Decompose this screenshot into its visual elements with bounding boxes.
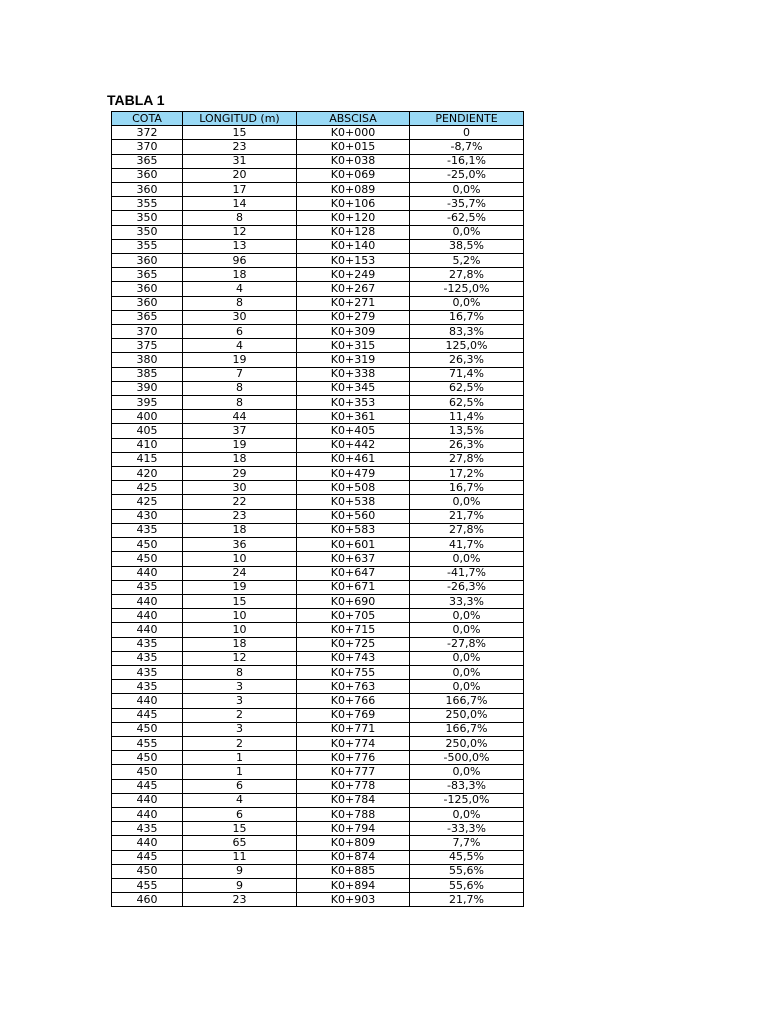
abscisa-cell: K0+715	[297, 623, 410, 637]
pendiente-cell: -35,7%	[410, 197, 524, 211]
pendiente-cell: 0,0%	[410, 665, 524, 679]
longitud-cell: 18	[183, 637, 297, 651]
cota-cell: 355	[112, 239, 183, 253]
pendiente-cell: 62,5%	[410, 381, 524, 395]
longitud-cell: 2	[183, 708, 297, 722]
column-header-abscisa: ABSCISA	[297, 112, 410, 126]
longitud-cell: 20	[183, 168, 297, 182]
cota-cell: 440	[112, 609, 183, 623]
cota-cell: 370	[112, 140, 183, 154]
abscisa-cell: K0+583	[297, 523, 410, 537]
table-row	[112, 523, 524, 537]
pendiente-cell: 33,3%	[410, 594, 524, 608]
cota-cell: 425	[112, 495, 183, 509]
cota-cell: 440	[112, 566, 183, 580]
abscisa-cell: K0+345	[297, 381, 410, 395]
longitud-cell: 13	[183, 239, 297, 253]
abscisa-cell: K0+647	[297, 566, 410, 580]
longitud-cell: 18	[183, 523, 297, 537]
cota-cell: 440	[112, 623, 183, 637]
longitud-cell: 10	[183, 552, 297, 566]
pendiente-cell: 27,8%	[410, 523, 524, 537]
longitud-cell: 4	[183, 282, 297, 296]
pendiente-cell: 83,3%	[410, 325, 524, 339]
longitud-cell: 10	[183, 623, 297, 637]
column-header-longitud: LONGITUD (m)	[183, 112, 297, 126]
longitud-cell: 18	[183, 268, 297, 282]
cota-cell: 400	[112, 410, 183, 424]
cota-cell: 445	[112, 779, 183, 793]
cota-cell: 395	[112, 396, 183, 410]
abscisa-cell: K0+794	[297, 822, 410, 836]
table-row	[112, 864, 524, 878]
table-row	[112, 438, 524, 452]
longitud-cell: 1	[183, 765, 297, 779]
table-row	[112, 736, 524, 750]
pendiente-cell: -62,5%	[410, 211, 524, 225]
pendiente-cell: -33,3%	[410, 822, 524, 836]
abscisa-cell: K0+128	[297, 225, 410, 239]
cota-cell: 445	[112, 708, 183, 722]
cota-cell: 385	[112, 367, 183, 381]
pendiente-cell: 0,0%	[410, 296, 524, 310]
cota-cell: 372	[112, 126, 183, 140]
pendiente-cell: -41,7%	[410, 566, 524, 580]
table-row	[112, 140, 524, 154]
pendiente-cell: 41,7%	[410, 538, 524, 552]
abscisa-cell: K0+809	[297, 836, 410, 850]
table-row	[112, 452, 524, 466]
pendiente-cell: 0,0%	[410, 680, 524, 694]
table-row	[112, 665, 524, 679]
abscisa-cell: K0+153	[297, 254, 410, 268]
table-row	[112, 211, 524, 225]
longitud-cell: 37	[183, 424, 297, 438]
abscisa-cell: K0+353	[297, 396, 410, 410]
cota-cell: 440	[112, 807, 183, 821]
longitud-cell: 15	[183, 594, 297, 608]
longitud-cell: 3	[183, 694, 297, 708]
cota-cell: 350	[112, 225, 183, 239]
longitud-cell: 14	[183, 197, 297, 211]
longitud-cell: 1	[183, 751, 297, 765]
data-table	[111, 111, 524, 907]
pendiente-cell: 13,5%	[410, 424, 524, 438]
abscisa-cell: K0+319	[297, 353, 410, 367]
table-row	[112, 367, 524, 381]
abscisa-cell: K0+508	[297, 481, 410, 495]
cota-cell: 360	[112, 168, 183, 182]
cota-cell: 435	[112, 651, 183, 665]
pendiente-cell: 0,0%	[410, 623, 524, 637]
abscisa-cell: K0+140	[297, 239, 410, 253]
pendiente-cell: 16,7%	[410, 310, 524, 324]
pendiente-cell: 11,4%	[410, 410, 524, 424]
pendiente-cell: 27,8%	[410, 268, 524, 282]
abscisa-cell: K0+771	[297, 722, 410, 736]
abscisa-cell: K0+267	[297, 282, 410, 296]
pendiente-cell: -125,0%	[410, 282, 524, 296]
abscisa-cell: K0+015	[297, 140, 410, 154]
cota-cell: 415	[112, 452, 183, 466]
longitud-cell: 12	[183, 225, 297, 239]
pendiente-cell: -125,0%	[410, 793, 524, 807]
cota-cell: 390	[112, 381, 183, 395]
table-header	[112, 112, 524, 126]
abscisa-cell: K0+690	[297, 594, 410, 608]
table-row	[112, 779, 524, 793]
cota-cell: 420	[112, 467, 183, 481]
table-row	[112, 268, 524, 282]
abscisa-cell: K0+089	[297, 183, 410, 197]
table-row	[112, 850, 524, 864]
table-row	[112, 325, 524, 339]
longitud-cell: 12	[183, 651, 297, 665]
cota-cell: 405	[112, 424, 183, 438]
cota-cell: 455	[112, 878, 183, 892]
pendiente-cell: 0	[410, 126, 524, 140]
cota-cell: 440	[112, 836, 183, 850]
abscisa-cell: K0+874	[297, 850, 410, 864]
longitud-cell: 8	[183, 396, 297, 410]
cota-cell: 355	[112, 197, 183, 211]
abscisa-cell: K0+479	[297, 467, 410, 481]
cota-cell: 450	[112, 751, 183, 765]
pendiente-cell: 55,6%	[410, 878, 524, 892]
table-row	[112, 424, 524, 438]
table-title: TABLA 1	[107, 92, 165, 108]
cota-cell: 360	[112, 254, 183, 268]
pendiente-cell: 26,3%	[410, 438, 524, 452]
longitud-cell: 18	[183, 452, 297, 466]
pendiente-cell: -8,7%	[410, 140, 524, 154]
column-header-cota: COTA	[112, 112, 183, 126]
column-header-pendiente: PENDIENTE	[410, 112, 524, 126]
longitud-cell: 9	[183, 878, 297, 892]
cota-cell: 440	[112, 793, 183, 807]
cota-cell: 360	[112, 282, 183, 296]
pendiente-cell: 45,5%	[410, 850, 524, 864]
abscisa-cell: K0+309	[297, 325, 410, 339]
table-row	[112, 708, 524, 722]
pendiente-cell: 250,0%	[410, 736, 524, 750]
longitud-cell: 19	[183, 438, 297, 452]
cota-cell: 360	[112, 183, 183, 197]
longitud-cell: 29	[183, 467, 297, 481]
abscisa-cell: K0+778	[297, 779, 410, 793]
abscisa-cell: K0+461	[297, 452, 410, 466]
cota-cell: 435	[112, 680, 183, 694]
abscisa-cell: K0+560	[297, 509, 410, 523]
cota-cell: 450	[112, 864, 183, 878]
pendiente-cell: 17,2%	[410, 467, 524, 481]
pendiente-cell: -500,0%	[410, 751, 524, 765]
table-row	[112, 225, 524, 239]
longitud-cell: 3	[183, 722, 297, 736]
abscisa-cell: K0+903	[297, 893, 410, 907]
cota-cell: 365	[112, 268, 183, 282]
table-row	[112, 396, 524, 410]
cota-cell: 435	[112, 523, 183, 537]
pendiente-cell: 26,3%	[410, 353, 524, 367]
longitud-cell: 44	[183, 410, 297, 424]
abscisa-cell: K0+000	[297, 126, 410, 140]
longitud-cell: 19	[183, 353, 297, 367]
abscisa-cell: K0+271	[297, 296, 410, 310]
pendiente-cell: 55,6%	[410, 864, 524, 878]
longitud-cell: 4	[183, 339, 297, 353]
abscisa-cell: K0+069	[297, 168, 410, 182]
table-row	[112, 168, 524, 182]
table-row	[112, 566, 524, 580]
pendiente-cell: -16,1%	[410, 154, 524, 168]
longitud-cell: 6	[183, 779, 297, 793]
table-row	[112, 680, 524, 694]
cota-cell: 435	[112, 637, 183, 651]
longitud-cell: 15	[183, 126, 297, 140]
pendiente-cell: 38,5%	[410, 239, 524, 253]
abscisa-cell: K0+894	[297, 878, 410, 892]
table-row	[112, 239, 524, 253]
cota-cell: 370	[112, 325, 183, 339]
pendiente-cell: 71,4%	[410, 367, 524, 381]
cota-cell: 365	[112, 154, 183, 168]
cota-cell: 350	[112, 211, 183, 225]
pendiente-cell: 0,0%	[410, 609, 524, 623]
cota-cell: 455	[112, 736, 183, 750]
table-row	[112, 467, 524, 481]
pendiente-cell: 166,7%	[410, 722, 524, 736]
abscisa-cell: K0+743	[297, 651, 410, 665]
table-row	[112, 893, 524, 907]
abscisa-cell: K0+538	[297, 495, 410, 509]
pendiente-cell: 0,0%	[410, 225, 524, 239]
cota-cell: 440	[112, 694, 183, 708]
pendiente-cell: 21,7%	[410, 893, 524, 907]
abscisa-cell: K0+106	[297, 197, 410, 211]
abscisa-cell: K0+784	[297, 793, 410, 807]
table-row	[112, 822, 524, 836]
longitud-cell: 4	[183, 793, 297, 807]
table-row	[112, 765, 524, 779]
longitud-cell: 30	[183, 481, 297, 495]
cota-cell: 440	[112, 594, 183, 608]
cota-cell: 450	[112, 722, 183, 736]
abscisa-cell: K0+788	[297, 807, 410, 821]
table-row	[112, 637, 524, 651]
pendiente-cell: 250,0%	[410, 708, 524, 722]
cota-cell: 445	[112, 850, 183, 864]
longitud-cell: 8	[183, 665, 297, 679]
cota-cell: 450	[112, 765, 183, 779]
table-row	[112, 594, 524, 608]
table-row	[112, 495, 524, 509]
cota-cell: 425	[112, 481, 183, 495]
table-row	[112, 183, 524, 197]
table-row	[112, 310, 524, 324]
abscisa-cell: K0+774	[297, 736, 410, 750]
table-row	[112, 481, 524, 495]
pendiente-cell: 166,7%	[410, 694, 524, 708]
longitud-cell: 7	[183, 367, 297, 381]
pendiente-cell: 0,0%	[410, 765, 524, 779]
pendiente-cell: 125,0%	[410, 339, 524, 353]
pendiente-cell: 5,2%	[410, 254, 524, 268]
longitud-cell: 24	[183, 566, 297, 580]
table-row	[112, 722, 524, 736]
table-row	[112, 651, 524, 665]
pendiente-cell: 16,7%	[410, 481, 524, 495]
pendiente-cell: 0,0%	[410, 183, 524, 197]
cota-cell: 380	[112, 353, 183, 367]
abscisa-cell: K0+769	[297, 708, 410, 722]
longitud-cell: 10	[183, 609, 297, 623]
table-row	[112, 807, 524, 821]
longitud-cell: 8	[183, 381, 297, 395]
table-row	[112, 538, 524, 552]
pendiente-cell: 0,0%	[410, 651, 524, 665]
table-body	[112, 126, 524, 907]
table-row	[112, 296, 524, 310]
longitud-cell: 23	[183, 509, 297, 523]
abscisa-cell: K0+766	[297, 694, 410, 708]
table-row	[112, 552, 524, 566]
cota-cell: 430	[112, 509, 183, 523]
table-row	[112, 751, 524, 765]
longitud-cell: 6	[183, 807, 297, 821]
longitud-cell: 36	[183, 538, 297, 552]
longitud-cell: 17	[183, 183, 297, 197]
cota-cell: 375	[112, 339, 183, 353]
abscisa-cell: K0+637	[297, 552, 410, 566]
longitud-cell: 23	[183, 893, 297, 907]
pendiente-cell: -27,8%	[410, 637, 524, 651]
longitud-cell: 31	[183, 154, 297, 168]
longitud-cell: 6	[183, 325, 297, 339]
abscisa-cell: K0+777	[297, 765, 410, 779]
longitud-cell: 8	[183, 296, 297, 310]
abscisa-cell: K0+763	[297, 680, 410, 694]
abscisa-cell: K0+776	[297, 751, 410, 765]
pendiente-cell: 27,8%	[410, 452, 524, 466]
abscisa-cell: K0+338	[297, 367, 410, 381]
longitud-cell: 19	[183, 580, 297, 594]
abscisa-cell: K0+705	[297, 609, 410, 623]
abscisa-cell: K0+601	[297, 538, 410, 552]
table-row	[112, 353, 524, 367]
table-row	[112, 580, 524, 594]
abscisa-cell: K0+442	[297, 438, 410, 452]
pendiente-cell: 21,7%	[410, 509, 524, 523]
table-row	[112, 609, 524, 623]
table-row	[112, 878, 524, 892]
cota-cell: 365	[112, 310, 183, 324]
abscisa-cell: K0+671	[297, 580, 410, 594]
header-row	[112, 112, 524, 126]
table-row	[112, 509, 524, 523]
longitud-cell: 9	[183, 864, 297, 878]
pendiente-cell: 0,0%	[410, 552, 524, 566]
longitud-cell: 8	[183, 211, 297, 225]
table-row	[112, 197, 524, 211]
abscisa-cell: K0+279	[297, 310, 410, 324]
longitud-cell: 65	[183, 836, 297, 850]
abscisa-cell: K0+755	[297, 665, 410, 679]
pendiente-cell: -83,3%	[410, 779, 524, 793]
pendiente-cell: 62,5%	[410, 396, 524, 410]
cota-cell: 360	[112, 296, 183, 310]
abscisa-cell: K0+361	[297, 410, 410, 424]
longitud-cell: 30	[183, 310, 297, 324]
abscisa-cell: K0+120	[297, 211, 410, 225]
table-row	[112, 339, 524, 353]
cota-cell: 435	[112, 665, 183, 679]
abscisa-cell: K0+315	[297, 339, 410, 353]
longitud-cell: 11	[183, 850, 297, 864]
cota-cell: 410	[112, 438, 183, 452]
pendiente-cell: 0,0%	[410, 807, 524, 821]
cota-cell: 460	[112, 893, 183, 907]
longitud-cell: 2	[183, 736, 297, 750]
pendiente-cell: 0,0%	[410, 495, 524, 509]
cota-cell: 435	[112, 580, 183, 594]
longitud-cell: 22	[183, 495, 297, 509]
pendiente-cell: 7,7%	[410, 836, 524, 850]
abscisa-cell: K0+885	[297, 864, 410, 878]
cota-cell: 450	[112, 552, 183, 566]
pendiente-cell: -26,3%	[410, 580, 524, 594]
table-row	[112, 126, 524, 140]
abscisa-cell: K0+249	[297, 268, 410, 282]
abscisa-cell: K0+038	[297, 154, 410, 168]
table-row	[112, 154, 524, 168]
longitud-cell: 96	[183, 254, 297, 268]
longitud-cell: 23	[183, 140, 297, 154]
abscisa-cell: K0+725	[297, 637, 410, 651]
abscisa-cell: K0+405	[297, 424, 410, 438]
pendiente-cell: -25,0%	[410, 168, 524, 182]
table-row	[112, 836, 524, 850]
table-row	[112, 381, 524, 395]
table-row	[112, 410, 524, 424]
table-row	[112, 282, 524, 296]
table-row	[112, 623, 524, 637]
table-row	[112, 254, 524, 268]
longitud-cell: 15	[183, 822, 297, 836]
cota-cell: 450	[112, 538, 183, 552]
table-row	[112, 793, 524, 807]
table-row	[112, 694, 524, 708]
longitud-cell: 3	[183, 680, 297, 694]
cota-cell: 435	[112, 822, 183, 836]
